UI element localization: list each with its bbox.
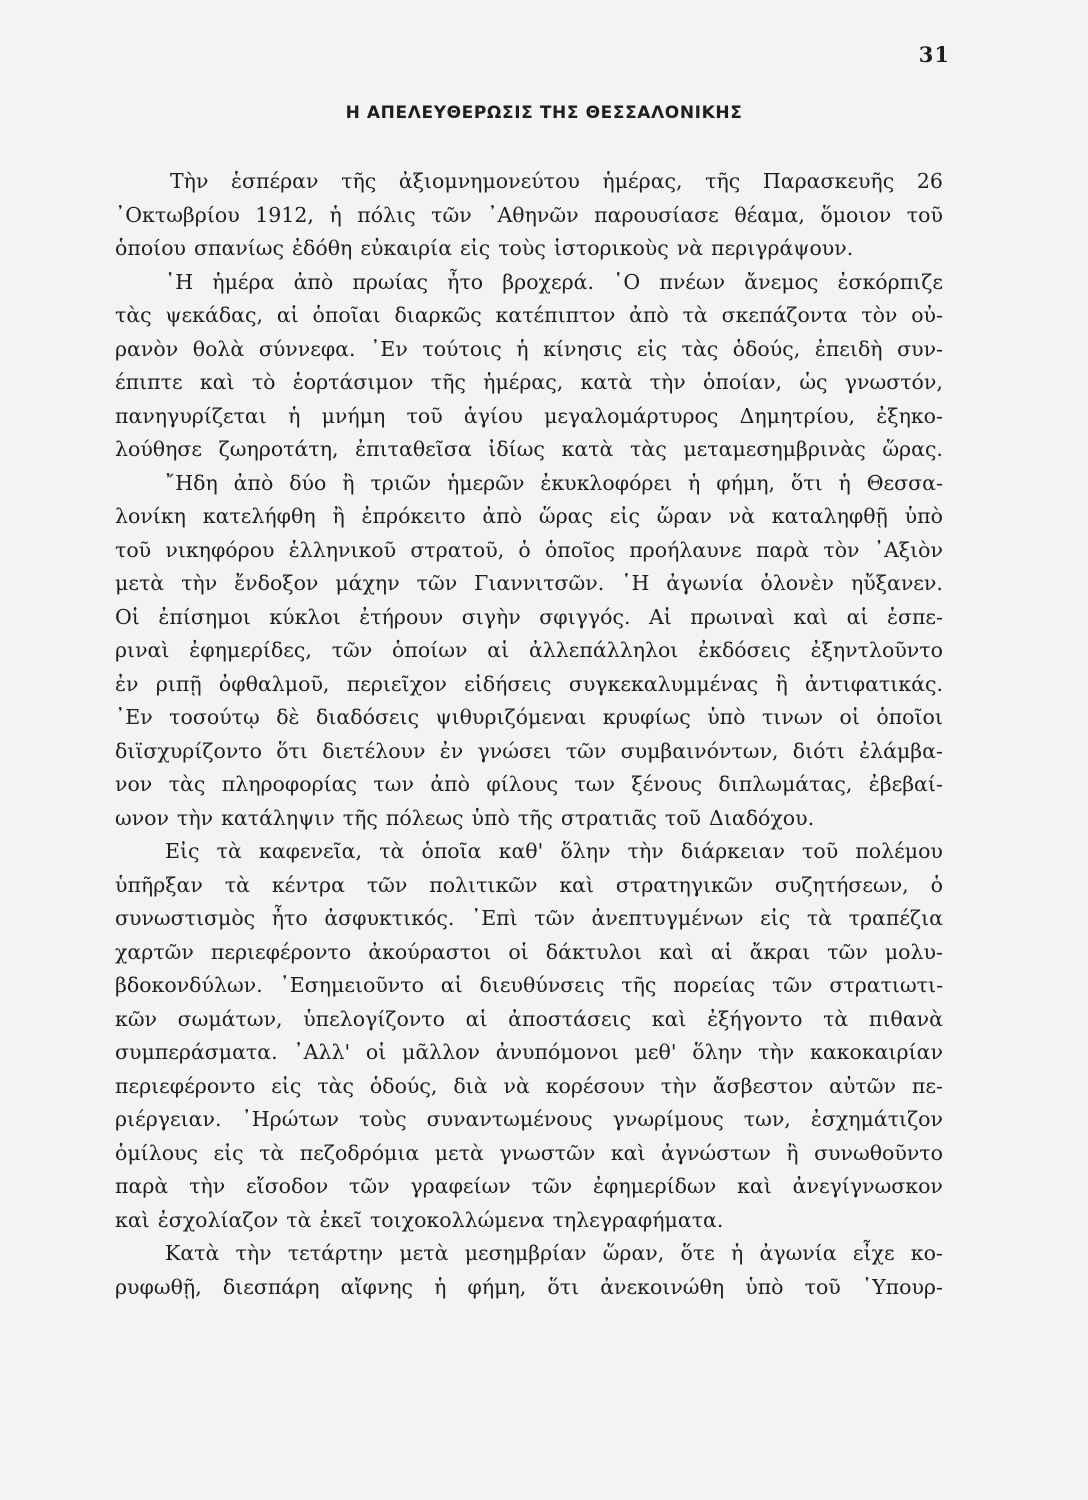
text-line: ρυφωθῇ, διεσπάρη αἴφνης ἡ φήμη, ὅτι ἀνεκοινώθη ὑπὸ τοῦ ῾Υπουρ- — [115, 1274, 943, 1299]
text-line: τὰς ψεκάδας, αἱ ὁποῖαι διαρκῶς κατέπιπτον ἀπὸ τὰ σκεπάζοντα τὸν οὐ- — [115, 303, 943, 327]
text-line: βδοκονδύλων. ᾿Εσημειοῦντο αἱ διευθύνσεις τῆς πορείας τῶν στρατιωτι- — [115, 973, 943, 997]
page-number: 31 — [918, 42, 950, 67]
text-line: Εἰς τὰ καφενεῖα, τὰ ὁποῖα καθ' ὅλην τὴν διάρκειαν τοῦ πολέμου — [165, 839, 943, 863]
text-line: ἐν ριπῇ ὀφθαλμοῦ, περιεῖχον εἰδήσεις συγκεκαλυμμένας ἢ ἀντιφατικάς. — [115, 671, 943, 696]
text-line: Τὴν ἑσπέραν τῆς ἀξιομνημονεύτου ἡμέρας, τῆς Παρασκευῆς 26 — [170, 169, 943, 193]
text-line: μετὰ τὴν ἔνδοξον μάχην τῶν Γιαννιτσῶν. ῾Η ἀγωνία ὁλονὲν ηὔξανεν. — [115, 571, 943, 595]
text-line: περιεφέροντο εἰς τὰς ὁδούς, διὰ νὰ κορέσουν τὴν ἄσβεστον αὐτῶν πε- — [115, 1073, 943, 1098]
text-line: ῾Η ἡμέρα ἀπὸ πρωίας ἦτο βροχερά. ῾Ο πνέων ἄνεμος ἐσκόρπιζε — [165, 269, 943, 294]
text-line: λονίκη κατελήφθη ἢ ἐπρόκειτο ἀπὸ ὥρας εἰς ὥραν νὰ καταληφθῇ ὑπὸ — [115, 504, 943, 528]
text-line: πανηγυρίζεται ἡ μνήμη τοῦ ἁγίου μεγαλομάρτυρος Δημητρίου, ἐξηκο- — [115, 403, 943, 428]
text-line: συμπεράσματα. ᾿Αλλ' οἱ μᾶλλον ἀνυπόμονοι μεθ' ὅλην τὴν κακοκαιρίαν — [115, 1040, 943, 1064]
text-line: συνωστισμὸς ἦτο ἀσφυκτικός. ᾿Επὶ τῶν ἀνεπτυγμένων εἰς τὰ τραπέζια — [115, 906, 943, 930]
chapter-title: Η ΑΠΕΛΕΥΘΕΡΩΣΙΣ ΤΗΣ ΘΕΣΣΑΛΟΝΙΚΗΣ — [345, 103, 743, 123]
text-line: παρὰ τὴν εἴσοδον τῶν γραφείων τῶν ἐφημερίδων καὶ ἀνεγίγνωσκον — [115, 1174, 943, 1198]
text-line: διϊσχυρίζοντο ὅτι διετέλουν ἐν γνώσει τῶν συμβαινόντων, διότι ἐλάμβα- — [115, 738, 943, 763]
body-text — [115, 165, 943, 1304]
text-line: Κατὰ τὴν τετάρτην μετὰ μεσημβρίαν ὥραν, ὅτε ἡ ἀγωνία εἶχε κο- — [165, 1241, 943, 1265]
text-line: χαρτῶν περιεφέροντο ἀκούραστοι οἱ δάκτυλοι καὶ αἱ ἄκραι τῶν μολυ- — [115, 939, 943, 964]
text-line: ὑπῆρξαν τὰ κέντρα τῶν πολιτικῶν καὶ στρατηγικῶν συζητήσεων, ὁ — [115, 872, 943, 897]
text-line: τοῦ νικηφόρου ἑλληνικοῦ στρατοῦ, ὁ ὁποῖος προήλαυνε παρὰ τὸν ᾿Αξιὸν — [115, 537, 943, 562]
text-line: ῎Ηδη ἀπὸ δύο ἢ τριῶν ἡμερῶν ἐκυκλοφόρει ἡ φήμη, ὅτι ἡ Θεσσα- — [165, 470, 943, 495]
text-line: έπιπτε καὶ τὸ ἑορτάσιμον τῆς ἡμέρας, κατὰ τὴν ὁποίαν, ὡς γνωστόν, — [115, 370, 943, 394]
text-line: ᾿Οκτωβρίου 1912, ἡ πόλις τῶν ᾿Αθηνῶν παρουσίασε θέαμα, ὅμοιον τοῦ — [115, 202, 943, 227]
text-line: ριναὶ ἐφημερίδες, τῶν ὁποίων αἱ ἀλλεπάλληλοι ἐκδόσεις ἐξηντλοῦντο — [115, 638, 943, 662]
text-line: κῶν σωμάτων, ὑπελογίζοντο αἱ ἀποστάσεις καὶ ἐξήγοντο τὰ πιθανὰ — [115, 1006, 943, 1031]
text-line: ριέργειαν. ᾿Ηρώτων τοὺς συναντωμένους γνωρίμους των, ἐσχημάτιζον — [115, 1107, 943, 1131]
text-line: λούθησε ζωηροτάτη, ἐπιταθεῖσα ἰδίως κατὰ τὰς μεταμεσημβρινὰς ὥρας. — [115, 437, 943, 461]
text-line: ρανὸν θολὰ σύννεφα. ᾿Εν τούτοις ἡ κίνησις εἰς τὰς ὁδούς, ἐπειδὴ συν- — [115, 336, 943, 361]
text-line: ὁποίου σπανίως ἐδόθη εὐκαιρία εἰς τοὺς ἱστορικοὺς νὰ περιγράψουν. — [115, 236, 854, 260]
text-line: Οἱ ἐπίσημοι κύκλοι ἐτήρουν σιγὴν σφιγγός. Αἱ πρωιναὶ καὶ αἱ ἑσπε- — [115, 604, 943, 629]
text-line: ὁμίλους εἰς τὰ πεζοδρόμια μετὰ γνωστῶν καὶ ἀγνώστων ἢ συνωθοῦντο — [115, 1140, 943, 1165]
text-line: ωνον τὴν κατάληψιν τῆς πόλεως ὑπὸ τῆς στρατιᾶς τοῦ Διαδόχου. — [115, 805, 815, 830]
text-line: νον τὰς πληροφορίας των ἀπὸ φίλους των ξένους διπλωμάτας, ἐβεβαί- — [115, 772, 943, 796]
text-line: καὶ ἐσχολίαζον τὰ ἐκεῖ τοιχοκολλώμενα τηλεγραφήματα. — [115, 1207, 724, 1232]
text-line: ᾿Εν τοσούτῳ δὲ διαδόσεις ψιθυριζόμεναι κρυφίως ὑπὸ τινων οἱ ὁποῖοι — [115, 705, 943, 729]
